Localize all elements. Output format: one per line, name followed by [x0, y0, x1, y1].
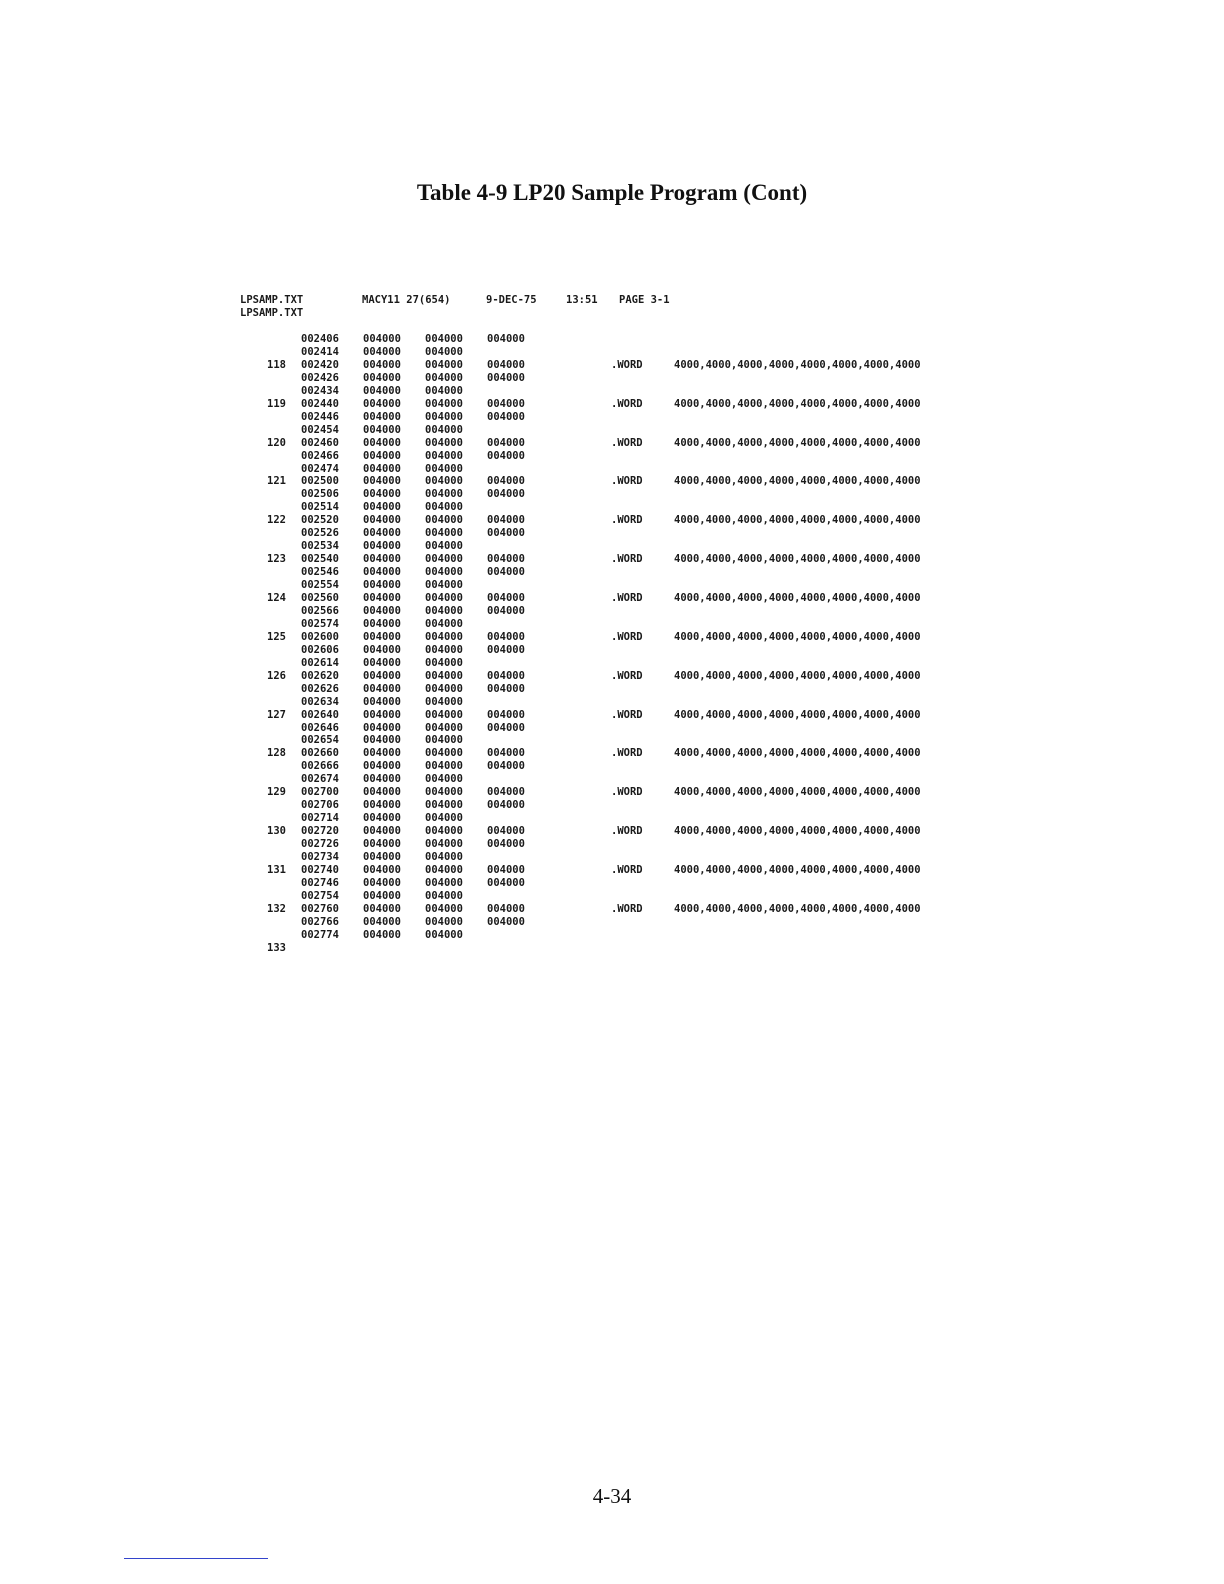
address: 002606	[301, 643, 339, 656]
word-1: 004000	[363, 747, 401, 760]
word-2: 004000	[425, 462, 463, 475]
listing-row	[0, 385, 1224, 398]
word-2: 004000	[425, 527, 463, 540]
line-number: 132	[267, 902, 286, 915]
address: 002500	[301, 475, 339, 488]
listing-row	[0, 683, 1224, 696]
directive: .WORD	[611, 708, 643, 721]
word-2: 004000	[425, 863, 463, 876]
operands: 4000,4000,4000,4000,4000,4000,4000,4000	[674, 514, 921, 527]
operands: 4000,4000,4000,4000,4000,4000,4000,4000	[674, 863, 921, 876]
address: 002714	[301, 812, 339, 825]
line-number: 127	[267, 708, 286, 721]
operands: 4000,4000,4000,4000,4000,4000,4000,4000	[674, 358, 921, 371]
address: 002746	[301, 876, 339, 889]
program-listing	[0, 292, 1224, 972]
address: 002674	[301, 773, 339, 786]
word-2: 004000	[425, 397, 463, 410]
directive: .WORD	[611, 863, 643, 876]
word-2: 004000	[425, 915, 463, 928]
listing-file-name: LPSAMP.TXT	[240, 294, 304, 306]
word-2: 004000	[425, 747, 463, 760]
word-2: 004000	[425, 592, 463, 604]
word-1: 004000	[363, 604, 401, 617]
line-number: 120	[267, 436, 286, 449]
word-1: 004000	[363, 838, 401, 850]
listing-row	[0, 437, 1224, 450]
operands: 4000,4000,4000,4000,4000,4000,4000,4000	[674, 669, 921, 682]
listing-row	[0, 618, 1224, 631]
word-1: 004000	[363, 863, 401, 876]
word-2: 004000	[425, 708, 463, 721]
word-1: 004000	[363, 488, 401, 501]
operands: 4000,4000,4000,4000,4000,4000,4000,4000	[674, 708, 921, 721]
word-1: 004000	[363, 721, 401, 734]
word-1: 004000	[363, 358, 401, 371]
word-2: 004000	[425, 889, 463, 902]
directive: .WORD	[611, 358, 643, 371]
word-3: 004000	[487, 527, 525, 540]
word-2: 004000	[425, 553, 463, 566]
word-2: 004000	[425, 501, 463, 514]
listing-row	[0, 670, 1224, 683]
address: 002700	[301, 786, 339, 799]
word-1: 004000	[363, 915, 401, 928]
listing-row	[0, 903, 1224, 916]
word-2: 004000	[425, 799, 463, 812]
word-2: 004000	[425, 410, 463, 423]
word-3: 004000	[487, 604, 525, 617]
word-3: 004000	[487, 825, 525, 838]
listing-row	[0, 346, 1224, 359]
word-2: 004000	[425, 902, 463, 915]
listing-row	[0, 734, 1224, 747]
word-1: 004000	[363, 333, 401, 345]
address: 002534	[301, 540, 339, 553]
address: 002734	[301, 851, 339, 863]
listing-row	[0, 747, 1224, 760]
listing-row	[0, 890, 1224, 903]
listing-assembler: MACY11 27(654)	[362, 294, 451, 306]
address: 002634	[301, 695, 339, 708]
word-1: 004000	[363, 799, 401, 812]
line-number: 125	[267, 630, 286, 643]
listing-row	[0, 488, 1224, 501]
address: 002666	[301, 760, 339, 773]
line-number: 121	[267, 475, 286, 488]
word-2: 004000	[425, 786, 463, 799]
word-3: 004000	[487, 708, 525, 721]
word-1: 004000	[363, 514, 401, 527]
listing-row	[0, 359, 1224, 372]
word-3: 004000	[487, 449, 525, 462]
word-2: 004000	[425, 838, 463, 850]
address: 002660	[301, 747, 339, 760]
address: 002474	[301, 462, 339, 475]
table-title: Table 4-9 LP20 Sample Program (Cont)	[416, 180, 808, 205]
address: 002540	[301, 553, 339, 566]
listing-row	[0, 864, 1224, 877]
word-2: 004000	[425, 384, 463, 397]
operands: 4000,4000,4000,4000,4000,4000,4000,4000	[674, 825, 921, 838]
word-3: 004000	[487, 902, 525, 915]
page-number: 4-34	[592, 1484, 632, 1508]
listing-row	[0, 877, 1224, 890]
listing-row	[0, 786, 1224, 799]
operands: 4000,4000,4000,4000,4000,4000,4000,4000	[674, 630, 921, 643]
word-3: 004000	[487, 397, 525, 410]
line-number: 123	[267, 553, 286, 566]
word-3: 004000	[487, 566, 525, 579]
operands: 4000,4000,4000,4000,4000,4000,4000,4000	[674, 475, 921, 488]
address: 002406	[301, 333, 339, 345]
word-2: 004000	[425, 682, 463, 695]
operands: 4000,4000,4000,4000,4000,4000,4000,4000	[674, 397, 921, 410]
directive: .WORD	[611, 553, 643, 566]
word-1: 004000	[363, 449, 401, 462]
word-3: 004000	[487, 553, 525, 566]
listing-row	[0, 501, 1224, 514]
word-1: 004000	[363, 786, 401, 799]
word-3: 004000	[487, 630, 525, 643]
word-3: 004000	[487, 514, 525, 527]
address: 002526	[301, 527, 339, 540]
word-3: 004000	[487, 863, 525, 876]
listing-row	[0, 799, 1224, 812]
word-1: 004000	[363, 501, 401, 514]
directive: .WORD	[611, 902, 643, 915]
listing-row	[0, 812, 1224, 825]
listing-row	[0, 722, 1224, 735]
listing-row	[0, 475, 1224, 488]
word-2: 004000	[425, 734, 463, 747]
word-1: 004000	[363, 410, 401, 423]
word-3: 004000	[487, 721, 525, 734]
operands: 4000,4000,4000,4000,4000,4000,4000,4000	[674, 902, 921, 915]
word-3: 004000	[487, 643, 525, 656]
word-1: 004000	[363, 889, 401, 902]
directive: .WORD	[611, 397, 643, 410]
listing-page: PAGE 3-1	[619, 294, 670, 306]
word-1: 004000	[363, 475, 401, 488]
address: 002646	[301, 721, 339, 734]
address: 002420	[301, 358, 339, 371]
word-1: 004000	[363, 695, 401, 708]
word-1: 004000	[363, 708, 401, 721]
listing-file-name-2: LPSAMP.TXT	[240, 307, 304, 319]
word-2: 004000	[425, 851, 463, 863]
word-1: 004000	[363, 630, 401, 643]
listing-row	[0, 851, 1224, 864]
address: 002554	[301, 579, 339, 591]
word-2: 004000	[425, 566, 463, 579]
word-3: 004000	[487, 410, 525, 423]
directive: .WORD	[611, 514, 643, 527]
word-1: 004000	[363, 682, 401, 695]
word-1: 004000	[363, 851, 401, 863]
word-2: 004000	[425, 346, 463, 358]
word-3: 004000	[487, 333, 525, 345]
word-1: 004000	[363, 643, 401, 656]
word-3: 004000	[487, 488, 525, 501]
address: 002774	[301, 928, 339, 941]
listing-row	[0, 760, 1224, 773]
listing-row	[0, 398, 1224, 411]
word-2: 004000	[425, 604, 463, 617]
word-3: 004000	[487, 475, 525, 488]
address: 002706	[301, 799, 339, 812]
word-1: 004000	[363, 592, 401, 604]
listing-row	[0, 566, 1224, 579]
address: 002460	[301, 436, 339, 449]
word-2: 004000	[425, 876, 463, 889]
listing-row	[0, 657, 1224, 670]
word-1: 004000	[363, 540, 401, 553]
address: 002560	[301, 592, 339, 604]
listing-row	[0, 411, 1224, 424]
line-number: 119	[267, 397, 286, 410]
word-1: 004000	[363, 397, 401, 410]
listing-row	[0, 514, 1224, 527]
line-number: 133	[267, 941, 286, 954]
word-1: 004000	[363, 760, 401, 773]
word-3: 004000	[487, 592, 525, 604]
word-3: 004000	[487, 760, 525, 773]
word-1: 004000	[363, 346, 401, 358]
listing-row	[0, 644, 1224, 657]
listing-row	[0, 450, 1224, 463]
line-number: 128	[267, 747, 286, 760]
word-1: 004000	[363, 734, 401, 747]
word-2: 004000	[425, 928, 463, 941]
address: 002654	[301, 734, 339, 747]
listing-row	[0, 916, 1224, 929]
address: 002720	[301, 825, 339, 838]
line-number: 118	[267, 358, 286, 371]
address: 002766	[301, 915, 339, 928]
word-2: 004000	[425, 825, 463, 838]
word-2: 004000	[425, 333, 463, 345]
word-1: 004000	[363, 579, 401, 591]
word-2: 004000	[425, 773, 463, 786]
word-3: 004000	[487, 371, 525, 384]
directive: .WORD	[611, 475, 643, 488]
word-2: 004000	[425, 630, 463, 643]
word-2: 004000	[425, 475, 463, 488]
word-1: 004000	[363, 773, 401, 786]
address: 002740	[301, 863, 339, 876]
address: 002434	[301, 384, 339, 397]
directive: .WORD	[611, 436, 643, 449]
address: 002574	[301, 617, 339, 630]
address: 002566	[301, 604, 339, 617]
word-2: 004000	[425, 449, 463, 462]
address: 002626	[301, 682, 339, 695]
word-1: 004000	[363, 902, 401, 915]
operands: 4000,4000,4000,4000,4000,4000,4000,4000	[674, 436, 921, 449]
line-number: 124	[267, 592, 286, 604]
listing-row	[0, 553, 1224, 566]
line-number: 130	[267, 825, 286, 838]
address: 002454	[301, 423, 339, 436]
word-2: 004000	[425, 514, 463, 527]
word-3: 004000	[487, 358, 525, 371]
word-1: 004000	[363, 669, 401, 682]
listing-row	[0, 579, 1224, 592]
listing-row	[0, 540, 1224, 553]
listing-time: 13:51	[566, 294, 598, 306]
line-number: 131	[267, 863, 286, 876]
word-1: 004000	[363, 876, 401, 889]
word-2: 004000	[425, 812, 463, 825]
listing-row	[0, 709, 1224, 722]
listing-row	[0, 929, 1224, 942]
word-2: 004000	[425, 617, 463, 630]
listing-row	[0, 631, 1224, 644]
word-1: 004000	[363, 436, 401, 449]
word-1: 004000	[363, 371, 401, 384]
word-2: 004000	[425, 669, 463, 682]
directive: .WORD	[611, 669, 643, 682]
address: 002726	[301, 838, 339, 850]
directive: .WORD	[611, 630, 643, 643]
operands: 4000,4000,4000,4000,4000,4000,4000,4000	[674, 747, 921, 760]
listing-row	[0, 605, 1224, 618]
word-1: 004000	[363, 553, 401, 566]
word-2: 004000	[425, 760, 463, 773]
address: 002506	[301, 488, 339, 501]
word-3: 004000	[487, 747, 525, 760]
listing-row	[0, 696, 1224, 709]
word-2: 004000	[425, 358, 463, 371]
footer-rule	[124, 1558, 268, 1559]
word-3: 004000	[487, 436, 525, 449]
word-2: 004000	[425, 371, 463, 384]
listing-row	[0, 942, 1224, 955]
word-1: 004000	[363, 527, 401, 540]
word-2: 004000	[425, 423, 463, 436]
listing-row	[0, 825, 1224, 838]
word-2: 004000	[425, 540, 463, 553]
word-1: 004000	[363, 423, 401, 436]
line-number: 129	[267, 786, 286, 799]
word-1: 004000	[363, 825, 401, 838]
address: 002546	[301, 566, 339, 579]
word-3: 004000	[487, 786, 525, 799]
address: 002414	[301, 346, 339, 358]
address: 002600	[301, 630, 339, 643]
word-3: 004000	[487, 682, 525, 695]
listing-date: 9-DEC-75	[486, 294, 537, 306]
line-number: 126	[267, 669, 286, 682]
address: 002440	[301, 397, 339, 410]
address: 002754	[301, 889, 339, 902]
operands: 4000,4000,4000,4000,4000,4000,4000,4000	[674, 786, 921, 799]
directive: .WORD	[611, 786, 643, 799]
listing-row	[0, 773, 1224, 786]
listing-row	[0, 592, 1224, 605]
word-1: 004000	[363, 812, 401, 825]
word-1: 004000	[363, 462, 401, 475]
listing-row	[0, 372, 1224, 385]
word-2: 004000	[425, 695, 463, 708]
address: 002760	[301, 902, 339, 915]
line-number: 122	[267, 514, 286, 527]
directive: .WORD	[611, 747, 643, 760]
listing-row	[0, 424, 1224, 437]
directive: .WORD	[611, 592, 643, 604]
word-2: 004000	[425, 436, 463, 449]
word-2: 004000	[425, 488, 463, 501]
word-1: 004000	[363, 928, 401, 941]
listing-row	[0, 333, 1224, 346]
word-3: 004000	[487, 799, 525, 812]
address: 002466	[301, 449, 339, 462]
address: 002426	[301, 371, 339, 384]
word-1: 004000	[363, 384, 401, 397]
operands: 4000,4000,4000,4000,4000,4000,4000,4000	[674, 592, 921, 604]
address: 002514	[301, 501, 339, 514]
word-2: 004000	[425, 656, 463, 669]
word-2: 004000	[425, 579, 463, 591]
word-3: 004000	[487, 876, 525, 889]
address: 002640	[301, 708, 339, 721]
address: 002614	[301, 656, 339, 669]
word-3: 004000	[487, 915, 525, 928]
listing-row	[0, 838, 1224, 851]
listing-row	[0, 463, 1224, 476]
word-2: 004000	[425, 721, 463, 734]
word-2: 004000	[425, 643, 463, 656]
word-1: 004000	[363, 656, 401, 669]
word-1: 004000	[363, 617, 401, 630]
directive: .WORD	[611, 825, 643, 838]
address: 002620	[301, 669, 339, 682]
word-3: 004000	[487, 669, 525, 682]
address: 002446	[301, 410, 339, 423]
word-3: 004000	[487, 838, 525, 850]
operands: 4000,4000,4000,4000,4000,4000,4000,4000	[674, 553, 921, 566]
address: 002520	[301, 514, 339, 527]
word-1: 004000	[363, 566, 401, 579]
listing-row	[0, 527, 1224, 540]
